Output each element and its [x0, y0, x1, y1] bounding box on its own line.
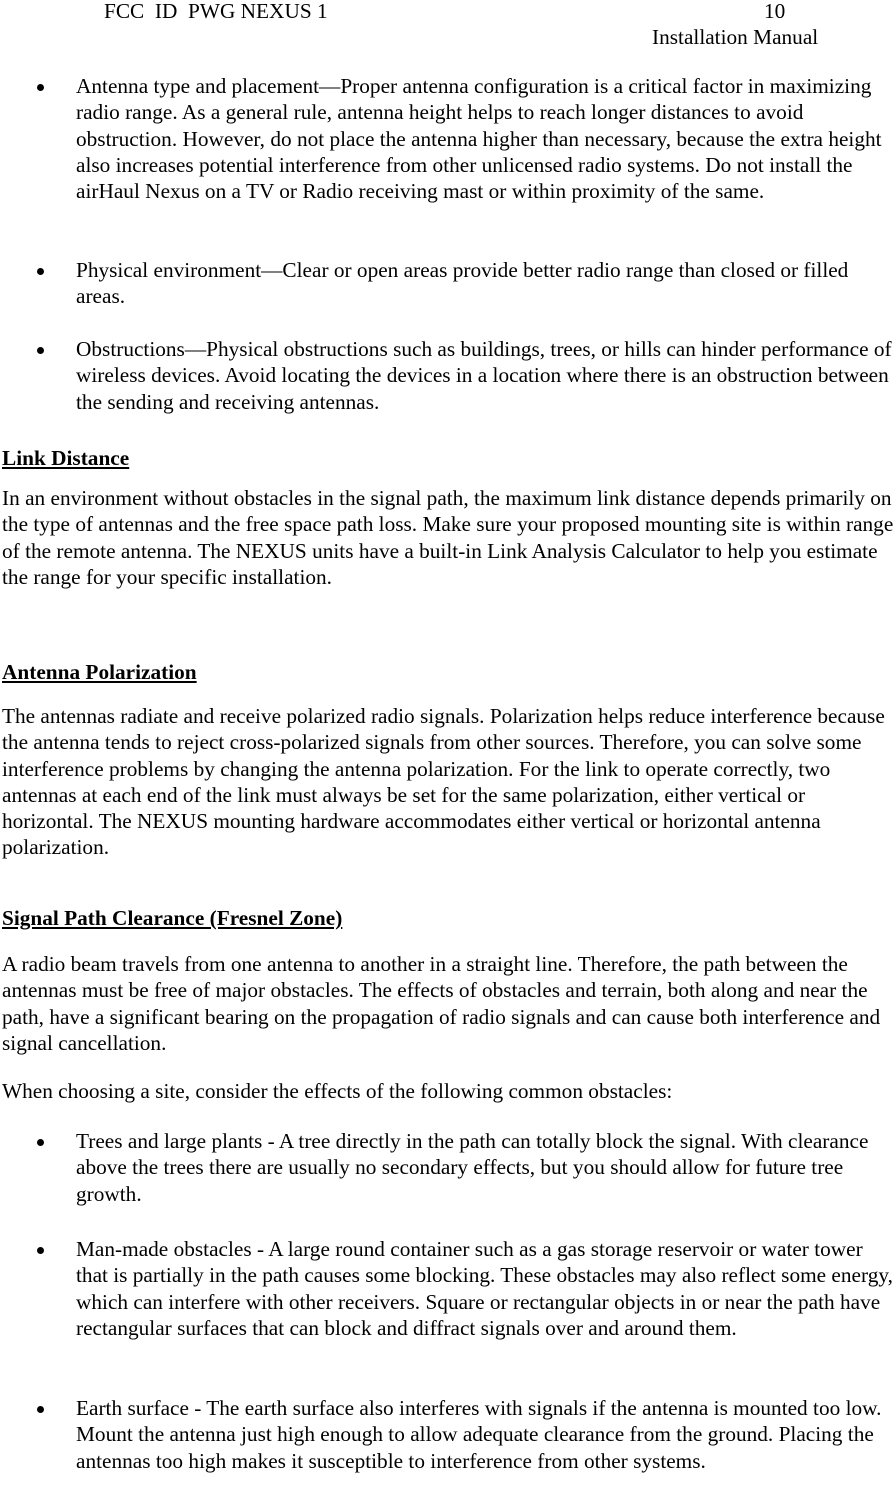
antenna-polarization-heading: Antenna Polarization	[2, 660, 197, 684]
bullet-icon	[37, 84, 44, 91]
bullet-list-top	[0, 73, 895, 415]
list-item	[0, 257, 895, 336]
bullet-icon	[37, 1247, 44, 1254]
header-document-id: FCC ID PWG NEXUS 1	[104, 0, 328, 23]
antenna-polarization-body: The antennas radiate and receive polarized radio signals. Polarization helps reduce interference because the antenna tends to reject cross-polarized signals from other sources. Therefore, you can solve some interference problems by changing the antenna polarization. For the link to operate correctly, two antennas at each end of the link must always be set for the same polarization, either vertical or horizontal. The NEXUS mounting hardware accommodates either vertical or horizontal antenna polarization.	[2, 704, 885, 860]
bullet-icon	[37, 1139, 44, 1146]
list-item-text: Earth surface - The earth surface also interferes with signals if the antenna is mounted too low. Mount the antenna just high enough to allow adequate clearance from the ground. Placing the antennas too high makes it susceptible to interference from other systems.	[76, 1396, 882, 1473]
bullet-icon	[37, 347, 44, 354]
list-item-text: Obstructions—Physical obstructions such as buildings, trees, or hills can hinder performance of wireless devices. Avoid locating the devices in a location where there is an obstruction between the sending and receiving antennas.	[76, 337, 892, 414]
list-item	[0, 336, 895, 415]
signal-path-heading: Signal Path Clearance (Fresnel Zone)	[2, 906, 343, 930]
list-item	[0, 1236, 895, 1395]
signal-path-body: A radio beam travels from one antenna to another in a straight line. Therefore, the path between the antennas must be free of major obstacles. The effects of obstacles and terrain, both along and near the path, have a significant bearing on the propagation of radio signals and can cause both interference and signal cancellation.	[2, 952, 881, 1055]
list-item-text: Trees and large plants - A tree directly in the path can totally block the signal. With clearance above the trees there are usually no secondary effects, but you should allow for future tree growth.	[76, 1129, 869, 1206]
list-item	[0, 1128, 895, 1236]
header-subtitle: Installation Manual	[652, 25, 819, 49]
list-item	[0, 1395, 895, 1474]
list-item	[0, 73, 895, 257]
bullet-list-bottom	[0, 1128, 895, 1474]
link-distance-body: In an environment without obstacles in the signal path, the maximum link distance depends primarily on the type of antennas and the free space path loss. Make sure your proposed mounting site is within range of the remote antenna. The NEXUS units have a built-in Link Analysis Calculator to help you estimate the range for your specific installation.	[2, 486, 894, 589]
header-page-number: 10	[764, 0, 786, 23]
list-item-text: Physical environment—Clear or open areas provide better radio range than closed or filled areas.	[76, 258, 849, 309]
signal-path-intro: When choosing a site, consider the effects of the following common obstacles:	[2, 1079, 673, 1103]
bullet-icon	[37, 1406, 44, 1413]
list-item-text: Antenna type and placement—Proper antenna configuration is a critical factor in maximizing radio range. As a general rule, antenna height helps to reach longer distances to avoid obstruction. However, do not place the antenna higher than necessary, because the extra height also increases potential interference from other unlicensed radio systems. Do not install the airHaul Nexus on a TV or Radio receiving mast or within proximity of the same.	[76, 74, 882, 204]
link-distance-heading: Link Distance	[2, 446, 130, 470]
bullet-icon	[37, 268, 44, 275]
list-item-text: Man-made obstacles - A large round container such as a gas storage reservoir or water tower that is partially in the path causes some blocking. These obstacles may also reflect some energy, which can interfere with other receivers. Square or rectangular objects in or near the path have rectangular surfaces that can block and diffract signals over and around them.	[76, 1237, 893, 1340]
